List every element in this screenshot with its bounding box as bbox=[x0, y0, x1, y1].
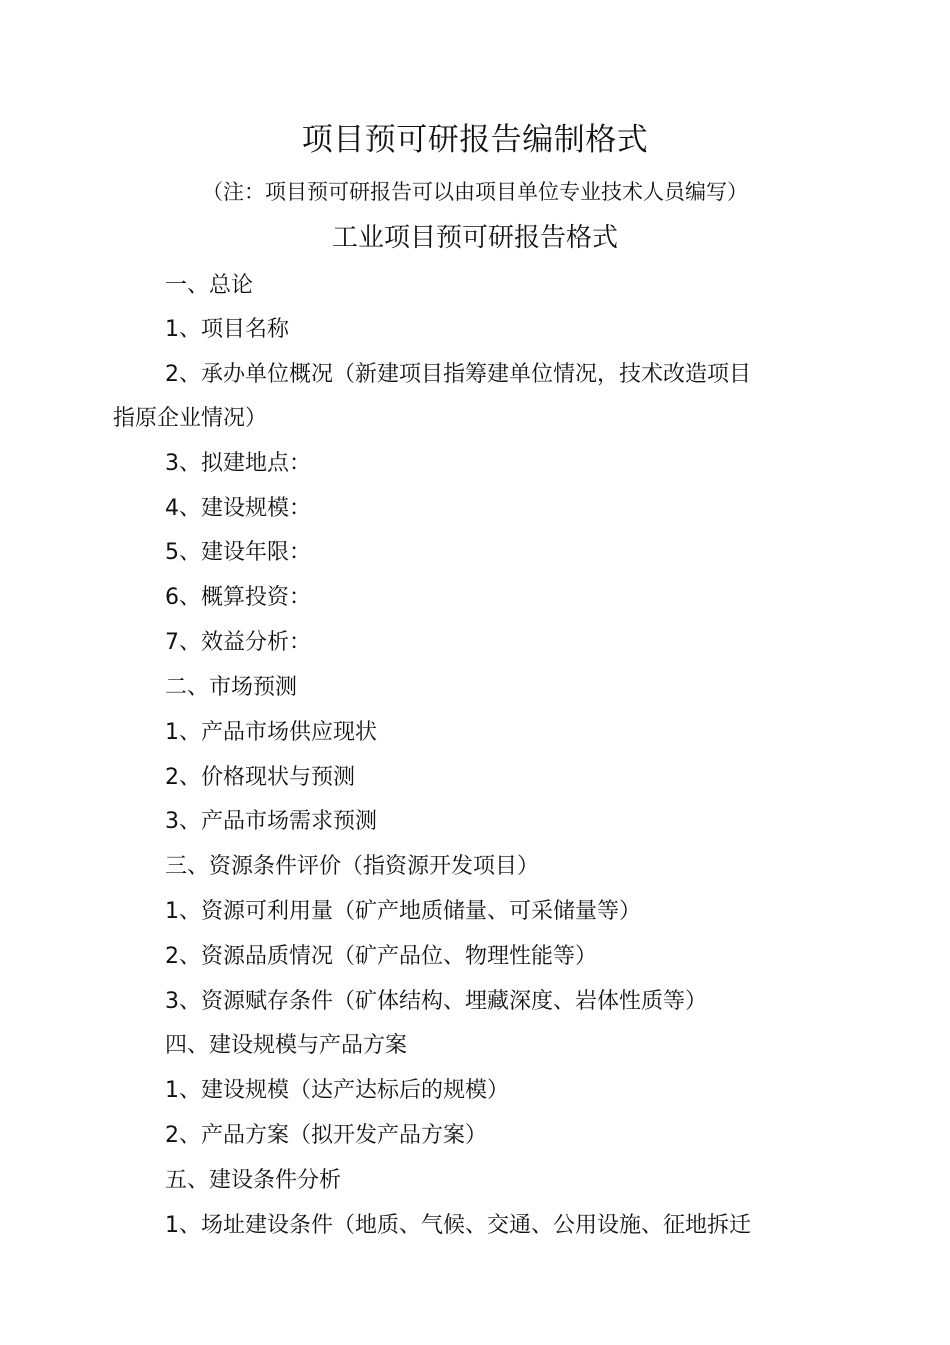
list-item: 2、产品方案（拟开发产品方案） bbox=[165, 1123, 487, 1148]
list-item: 2、资源品质情况（矿产品位、物理性能等） bbox=[165, 944, 597, 969]
section-heading: 二、市场预测 bbox=[165, 675, 298, 700]
list-item: 1、场址建设条件（地质、气候、交通、公用设施、征地拆迁 bbox=[165, 1213, 751, 1238]
list-item: 7、效益分析： bbox=[165, 630, 311, 655]
list-item: 2、承办单位概况（新建项目指筹建单位情况，技术改造项目 bbox=[165, 362, 751, 387]
section-heading: 三、资源条件评价（指资源开发项目） bbox=[165, 854, 540, 879]
list-item: 3、资源赋存条件（矿体结构、埋藏深度、岩体性质等） bbox=[165, 989, 707, 1014]
list-item: 1、项目名称 bbox=[165, 317, 289, 342]
document-subtitle: 工业项目预可研报告格式 bbox=[331, 223, 618, 253]
document-title: 项目预可研报告编制格式 bbox=[301, 122, 649, 158]
list-item: 2、价格现状与预测 bbox=[165, 765, 355, 790]
list-item: 1、建设规模（达产达标后的规模） bbox=[165, 1078, 509, 1103]
section-heading: 一、总论 bbox=[165, 273, 254, 298]
list-item: 1、产品市场供应现状 bbox=[165, 720, 377, 745]
section-heading: 四、建设规模与产品方案 bbox=[165, 1033, 408, 1058]
list-item: 4、建设规模： bbox=[165, 496, 311, 521]
section-heading: 五、建设条件分析 bbox=[165, 1168, 342, 1193]
list-item: 1、资源可利用量（矿产地质储量、可采储量等） bbox=[165, 899, 641, 924]
list-item: 5、建设年限： bbox=[165, 540, 311, 565]
list-item-continuation: 指原企业情况） bbox=[113, 406, 268, 431]
list-item: 3、产品市场需求预测 bbox=[165, 809, 377, 834]
document-note: （注：项目预可研报告可以由项目单位专业技术人员编写） bbox=[202, 180, 748, 204]
list-item: 6、概算投资： bbox=[165, 585, 311, 610]
list-item: 3、拟建地点： bbox=[165, 451, 311, 476]
